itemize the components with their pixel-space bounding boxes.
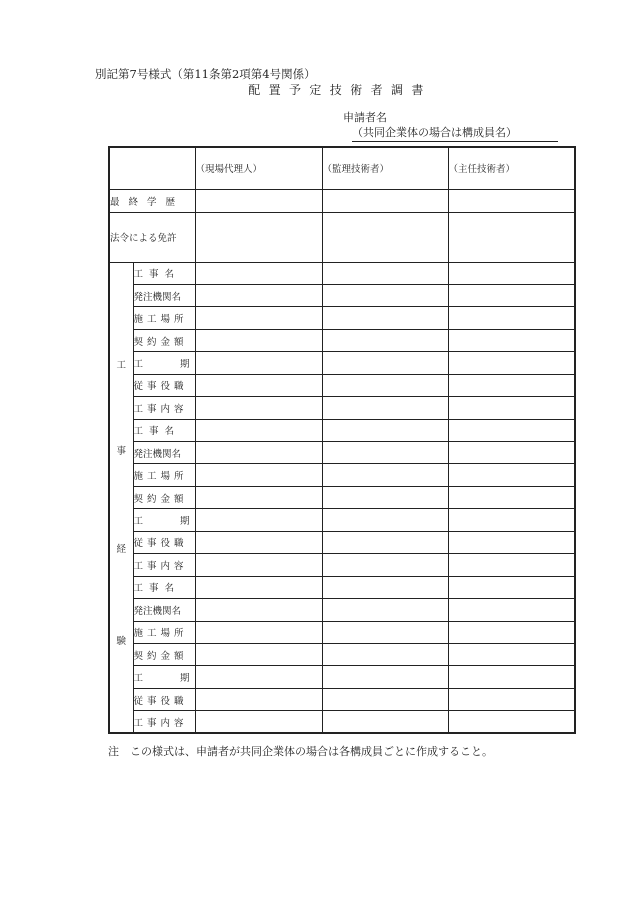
experience-supervising-cell[interactable] <box>322 464 448 486</box>
experience-supervising-cell[interactable] <box>322 576 448 598</box>
experience-field-label: 発注機関名 <box>133 284 195 306</box>
education-row <box>109 189 575 212</box>
experience-supervising-cell[interactable] <box>322 509 448 531</box>
work-experience-section-label <box>109 262 133 733</box>
experience-row <box>109 509 575 531</box>
experience-site-agent-cell[interactable] <box>195 666 322 688</box>
experience-chief-cell[interactable] <box>448 307 575 329</box>
education-label: 最終学歴 <box>109 189 195 212</box>
experience-supervising-cell[interactable] <box>322 419 448 441</box>
experience-row <box>109 688 575 710</box>
experience-row <box>109 262 575 284</box>
applicant-name-label: 申請者名 <box>343 111 387 124</box>
experience-site-agent-cell[interactable] <box>195 486 322 508</box>
experience-chief-cell[interactable] <box>448 554 575 576</box>
form-number: 別記第7号様式（第11条第2項第4号関係） <box>95 67 316 81</box>
experience-row <box>109 576 575 598</box>
term-label-end: 期 <box>179 516 190 528</box>
experience-row <box>109 643 575 665</box>
experience-row <box>109 284 575 306</box>
corner-cell <box>109 147 195 189</box>
experience-site-agent-cell[interactable] <box>195 576 322 598</box>
experience-supervising-cell[interactable] <box>322 531 448 553</box>
experience-supervising-cell[interactable] <box>322 666 448 688</box>
experience-site-agent-cell[interactable] <box>195 307 322 329</box>
experience-chief-cell[interactable] <box>448 352 575 374</box>
term-label-end: 期 <box>179 358 190 370</box>
experience-field-label: 契約金額 <box>133 486 195 508</box>
experience-row <box>109 464 575 486</box>
section-label-char: 経 <box>116 543 126 555</box>
experience-field-label: 工事内容 <box>133 554 195 576</box>
term-label-start: 工 <box>133 516 144 528</box>
section-label-char: 験 <box>116 635 126 647</box>
experience-site-agent-cell[interactable] <box>195 599 322 621</box>
experience-chief-cell[interactable] <box>448 374 575 396</box>
experience-field-label: 契約金額 <box>133 643 195 665</box>
education-chief-cell[interactable] <box>448 189 575 212</box>
term-label-end: 期 <box>179 673 190 685</box>
experience-chief-cell[interactable] <box>448 621 575 643</box>
experience-chief-cell[interactable] <box>448 419 575 441</box>
experience-field-label: 施工場所 <box>133 621 195 643</box>
experience-field-label: 工事名 <box>133 576 195 598</box>
experience-row <box>109 486 575 508</box>
experience-field-label: 施工場所 <box>133 307 195 329</box>
term-label-start: 工 <box>133 358 144 370</box>
experience-field-label: 従事役職 <box>133 531 195 553</box>
experience-field-label: 発注機関名 <box>133 599 195 621</box>
experience-field-label <box>133 666 195 688</box>
experience-site-agent-cell[interactable] <box>195 464 322 486</box>
experience-row <box>109 531 575 553</box>
experience-chief-cell[interactable] <box>448 711 575 733</box>
footnote: 注 この様式は、申請者が共同企業体の場合は各構成員ごとに作成すること。 <box>108 745 493 758</box>
experience-supervising-cell[interactable] <box>322 486 448 508</box>
experience-row <box>109 419 575 441</box>
applicant-name-field[interactable]: （共同企業体の場合は構成員名） <box>352 124 558 142</box>
experience-supervising-cell[interactable] <box>322 284 448 306</box>
column-header-site-agent: （現場代理人） <box>195 147 322 189</box>
experience-chief-cell[interactable] <box>448 262 575 284</box>
experience-supervising-cell[interactable] <box>322 621 448 643</box>
section-label-char: 工 <box>116 359 126 371</box>
experience-supervising-cell[interactable] <box>322 599 448 621</box>
experience-supervising-cell[interactable] <box>322 374 448 396</box>
experience-chief-cell[interactable] <box>448 397 575 419</box>
section-label-char: 事 <box>116 445 126 457</box>
experience-supervising-cell[interactable] <box>322 688 448 710</box>
experience-field-label: 契約金額 <box>133 329 195 351</box>
experience-chief-cell[interactable] <box>448 329 575 351</box>
experience-site-agent-cell[interactable] <box>195 352 322 374</box>
experience-site-agent-cell[interactable] <box>195 554 322 576</box>
experience-field-label: 工事名 <box>133 419 195 441</box>
experience-field-label: 工事内容 <box>133 711 195 733</box>
experience-site-agent-cell[interactable] <box>195 531 322 553</box>
education-site-agent-cell[interactable] <box>195 189 322 212</box>
experience-chief-cell[interactable] <box>448 666 575 688</box>
experience-site-agent-cell[interactable] <box>195 419 322 441</box>
experience-supervising-cell[interactable] <box>322 554 448 576</box>
license-supervising-cell[interactable] <box>322 212 448 262</box>
experience-row <box>109 329 575 351</box>
experience-site-agent-cell[interactable] <box>195 711 322 733</box>
experience-supervising-cell[interactable] <box>322 352 448 374</box>
experience-field-label <box>133 352 195 374</box>
experience-field-label: 従事役職 <box>133 688 195 710</box>
header-row <box>109 147 575 189</box>
experience-row <box>109 352 575 374</box>
experience-supervising-cell[interactable] <box>322 307 448 329</box>
license-row <box>109 212 575 262</box>
experience-site-agent-cell[interactable] <box>195 643 322 665</box>
engineer-table <box>108 146 576 734</box>
experience-chief-cell[interactable] <box>448 531 575 553</box>
license-site-agent-cell[interactable] <box>195 212 322 262</box>
experience-field-label: 工事内容 <box>133 397 195 419</box>
column-header-supervising-engineer: （監理技術者） <box>322 147 448 189</box>
column-header-chief-engineer: （主任技術者） <box>448 147 575 189</box>
experience-row <box>109 599 575 621</box>
experience-field-label: 施工場所 <box>133 464 195 486</box>
experience-field-label: 従事役職 <box>133 374 195 396</box>
experience-supervising-cell[interactable] <box>322 643 448 665</box>
experience-row <box>109 621 575 643</box>
term-label-start: 工 <box>133 673 144 685</box>
experience-chief-cell[interactable] <box>448 643 575 665</box>
license-chief-cell[interactable] <box>448 212 575 262</box>
experience-site-agent-cell[interactable] <box>195 688 322 710</box>
experience-supervising-cell[interactable] <box>322 711 448 733</box>
experience-supervising-cell[interactable] <box>322 397 448 419</box>
experience-chief-cell[interactable] <box>448 464 575 486</box>
experience-field-label: 工事名 <box>133 262 195 284</box>
experience-field-label <box>133 509 195 531</box>
experience-site-agent-cell[interactable] <box>195 284 322 306</box>
education-supervising-cell[interactable] <box>322 189 448 212</box>
experience-row <box>109 374 575 396</box>
experience-row <box>109 307 575 329</box>
experience-chief-cell[interactable] <box>448 688 575 710</box>
experience-supervising-cell[interactable] <box>322 329 448 351</box>
experience-chief-cell[interactable] <box>448 284 575 306</box>
experience-chief-cell[interactable] <box>448 576 575 598</box>
experience-site-agent-cell[interactable] <box>195 509 322 531</box>
experience-chief-cell[interactable] <box>448 486 575 508</box>
experience-supervising-cell[interactable] <box>322 442 448 464</box>
experience-chief-cell[interactable] <box>448 599 575 621</box>
license-label: 法令による免許 <box>109 212 195 262</box>
document-title: 配置予定技術者調書 <box>248 83 432 97</box>
experience-row <box>109 442 575 464</box>
experience-row <box>109 666 575 688</box>
experience-supervising-cell[interactable] <box>322 262 448 284</box>
experience-site-agent-cell[interactable] <box>195 262 322 284</box>
experience-row <box>109 711 575 733</box>
experience-row <box>109 397 575 419</box>
experience-chief-cell[interactable] <box>448 442 575 464</box>
experience-site-agent-cell[interactable] <box>195 329 322 351</box>
experience-field-label: 発注機関名 <box>133 442 195 464</box>
experience-site-agent-cell[interactable] <box>195 621 322 643</box>
experience-site-agent-cell[interactable] <box>195 442 322 464</box>
experience-chief-cell[interactable] <box>448 509 575 531</box>
experience-row <box>109 554 575 576</box>
experience-site-agent-cell[interactable] <box>195 397 322 419</box>
experience-site-agent-cell[interactable] <box>195 374 322 396</box>
